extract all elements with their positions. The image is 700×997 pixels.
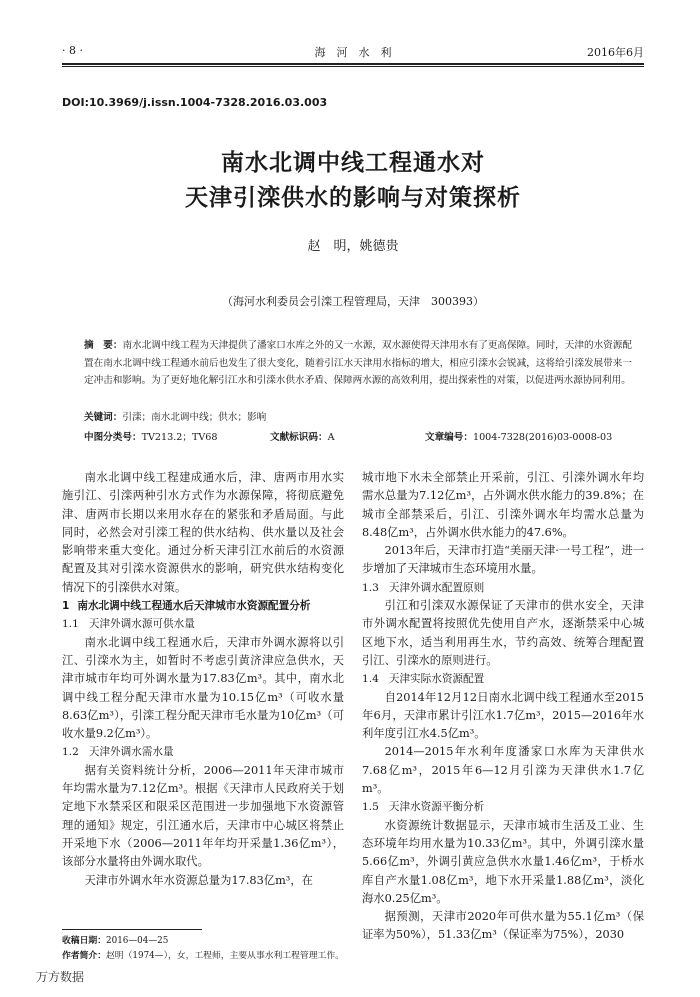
section-1-1-text: 南水北调中线工程通水后，天津市外调水源将以引江、引滦水为主，如暂时不考虑引黄济津应急供水，天津市城市年均可外调水量为17.83亿m³。其中，南水北调中线工程分配天津市水量为10.15亿m³（可收水量8.63亿m³），引滦工程分配天津市毛水量为10亿m³（可收水量9.2亿m³）。 [62, 635, 344, 741]
section-1-title: 南水北调中线工程通水后天津城市水资源配置分析 [77, 600, 311, 613]
authors: 赵 明，姚德贵 [307, 239, 399, 254]
affiliation: （海河水利委员会引滦工程管理局，天津 300393） [222, 295, 484, 308]
watermark: 万方数据 [36, 970, 85, 984]
doc-code-value: A [327, 432, 335, 443]
abstract-text: 南水北调中线工程为天津提供了潘家口水库之外的又一水源，双水源使得天津用水有了更高保障。同时，天津的水资源配置在南水北调中线工程通水前后也发生了很大变化，随着引江水天津用水指标的增大，相应引滦水会锐减，这将给引滦发展带来一定冲击和影响。为了更好地化解引江水和引滦水供水矛盾、保障两水源的高效利用，提出探索性的对策，以促进两水源协同利用。 [84, 340, 633, 386]
footnote-rule [62, 929, 202, 930]
section-1-4-text-2: 2014—2015年水利年度潘家口水库为天津供水7.68亿m³，2015年6—12月引滦为天津供水1.7亿m³。 [362, 745, 644, 796]
section-1-2-heading [62, 743, 344, 761]
article-no-value: 1004-7328(2016)03-0008-03 [472, 432, 613, 443]
author-bio-value: 赵明（1974—），女，工程师，主要从事水利工程管理工作。 [106, 951, 344, 961]
section-1-2-title: 天津外调水需水量 [88, 746, 174, 759]
section-1-2-text-2: 天津市外调水年水资源总量为17.83亿m³，在 [84, 873, 313, 887]
article-number [425, 429, 612, 443]
beautiful-tianjin-paragraph: 2013年后，天津市打造“美丽天津·一号工程”，进一步增加了天津城市生态环境用水量。 [362, 544, 644, 576]
doc-code [270, 429, 335, 443]
journal-name: 海 河 水 利 [314, 46, 392, 59]
received-date [62, 934, 344, 949]
intro-paragraph: 南水北调中线工程建成通水后，津、唐两市用水实施引江、引滦两种引水方式作为水源保障，将彻底避免津、唐两市长期以来用水存在的紧张和矛盾局面。与此同时，必然会对引滦工程的供水结构、供水量以及社会影响带来重大变化。通过分析天津引江水前后的水资源配置及其对引滦水资源供水的影响，研究供水结构变化情况下的引滦供水对策。 [62, 471, 344, 594]
left-column [62, 469, 344, 890]
section-1-1-title: 天津外调水源可供水量 [88, 618, 195, 631]
section-1-3-number: 1.3 [362, 581, 379, 594]
section-1-1-heading [62, 615, 344, 633]
section-1-3-heading [362, 579, 644, 597]
abstract-label: 摘 要： [84, 340, 123, 351]
section-1-5-number: 1.5 [362, 801, 379, 814]
received-value: 2016—04—25 [106, 936, 169, 946]
section-1-1-number: 1.1 [62, 618, 79, 631]
section-1-number: 1 [62, 600, 70, 613]
keywords [84, 409, 266, 423]
title-line-2: 天津引滦供水的影响与对策探析 [185, 185, 521, 211]
section-1-5-title: 天津水资源平衡分析 [388, 801, 485, 814]
section-1-4-heading [362, 670, 644, 688]
section-1-3-text: 引江和引滦双水源保证了天津市的供水安全，天津市外调水配置将按照优先使用自产水，逐渐禁采中心城区地下水，适当利用再生水，节约高效、统筹合理配置引江、引滦水的原则进行。 [362, 599, 644, 667]
section-1-4-number: 1.4 [362, 673, 379, 686]
section-1-2-text: 据有关资料统计分析，2006—2011年天津市城市年均需水量为7.12亿m³。根据《天津市人民政府关于划定地下水禁采区和限采区范围进一步加强地下水资源管理的通知》规定，引江通水后，天津市中心城区将禁止开采地下水（2006—2011年年均开采量1.36亿m³），该部分水量将由外调水取代。 [62, 763, 344, 869]
section-1-5-text: 水资源统计数据显示，天津市城市生活及工业、生态环境年均用水量为10.33亿m³。其中，外调引滦水量5.66亿m³，外调引黄应急供水水量1.46亿m³，于桥水库自产水量1.08亿m³，地下水开采量1.88亿m³，淡化海水0.25亿m³。 [362, 818, 644, 905]
clc-value: TV213.2；TV68 [141, 432, 218, 443]
section-1-5-text-2: 据预测，天津市2020年可供水量为55.1亿m³（保证率为50%），51.33亿m³（保证率为75%），2030 [362, 910, 644, 942]
keywords-label: 关键词： [84, 412, 123, 423]
continued-paragraph: 城市地下水未全部禁止开采前，引江、引滦外调水年均需水总量为7.12亿m³，占外调水供水能力的39.8%；在城市全部禁采后，引江、引滦外调水年均需水总量为8.48亿m³，占外调水供水能力的47.6%。 [362, 471, 644, 539]
doc-code-label: 文献标识码： [270, 432, 328, 443]
clc-label: 中图分类号： [84, 432, 142, 443]
section-1-4-text: 自2014年12月12日南水北调中线工程通水至2015年6月，天津市累计引江水1.7亿m³，2015—2016年水利年度引江水4.5亿m³。 [362, 690, 644, 741]
footnote [62, 934, 344, 964]
section-1-2-number: 1.2 [62, 746, 79, 759]
header-rule-thin [62, 66, 644, 67]
article-no-label: 文章编号： [425, 432, 473, 443]
header-rule [62, 63, 644, 65]
clc-number [84, 429, 217, 443]
section-1-4-title: 天津实际水资源配置 [388, 673, 485, 686]
page-number: · 8 · [62, 44, 83, 57]
author-bio [62, 949, 344, 964]
doi: DOI:10.3969/j.issn.1004-7328.2016.03.003 [62, 96, 328, 109]
right-column [362, 469, 644, 945]
section-1-5-heading [362, 798, 644, 816]
received-label: 收稿日期： [62, 936, 106, 946]
title-line-1: 南水北调中线工程通水对 [221, 150, 485, 176]
section-1-3-title: 天津外调水配置原则 [388, 581, 485, 594]
author-bio-label: 作者简介： [62, 951, 106, 961]
abstract [84, 337, 632, 390]
keywords-text: 引滦；南水北调中线；供水；影响 [122, 412, 267, 423]
section-1-heading [62, 597, 344, 615]
issue-date: 2016年6月 [587, 46, 644, 59]
